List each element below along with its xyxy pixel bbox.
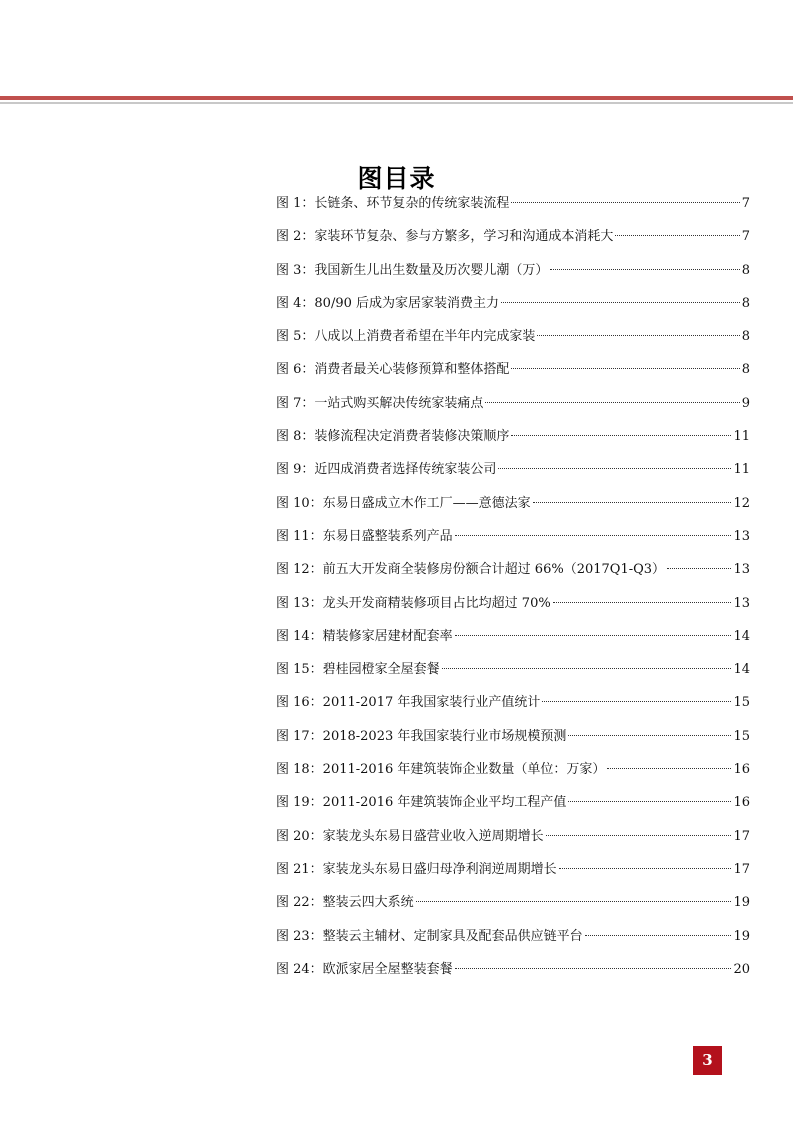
toc-entry-label: 图 10：东易日盛成立木作工厂——意德法家 (276, 495, 531, 511)
toc-entry-page: 19 (733, 928, 750, 944)
toc-entry-label: 图 18：2011-2016 年建筑装饰企业数量（单位：万家） (276, 762, 606, 778)
toc-entry-label: 图 13：龙头开发商精装修项目占比均超过 70% (276, 595, 551, 611)
page-title: 图目录 (357, 163, 436, 193)
toc-entry[interactable] (276, 926, 750, 959)
toc-entry-label: 图 23：整装云主辅材、定制家具及配套品供应链平台 (276, 928, 583, 944)
toc-entry[interactable] (276, 493, 750, 526)
toc-entry-page: 14 (733, 662, 750, 678)
toc-entry-page: 7 (741, 229, 750, 245)
toc-entry-page: 8 (741, 362, 750, 378)
toc-dot-leader (455, 635, 732, 636)
toc-entry[interactable] (276, 326, 750, 359)
toc-entry[interactable] (276, 659, 750, 692)
toc-entry-label: 图 14：精装修家居建材配套率 (276, 628, 453, 644)
toc-dot-leader (455, 535, 732, 536)
toc-dot-leader (511, 202, 739, 203)
toc-dot-leader (550, 269, 739, 270)
toc-dot-leader (533, 502, 732, 503)
toc-entry-label: 图 16：2011-2017 年我国家装行业产值统计 (276, 695, 541, 711)
toc-entry-label: 图 3：我国新生儿出生数量及历次婴儿潮（万） (276, 262, 549, 278)
toc-entry-page: 17 (733, 861, 750, 877)
toc-entry-page: 19 (733, 895, 750, 911)
toc-entry-label: 图 21：家装龙头东易日盛归母净利润逆周期增长 (276, 861, 557, 877)
toc-entry-page: 8 (741, 262, 750, 278)
toc-entry-page: 15 (733, 695, 750, 711)
toc-entry-page: 16 (733, 762, 750, 778)
toc-entry-page: 9 (741, 395, 750, 411)
toc-dot-leader (416, 901, 732, 902)
toc-dot-leader (559, 868, 732, 869)
toc-entry-page: 8 (741, 329, 750, 345)
toc-entry-page: 13 (733, 528, 750, 544)
toc-dot-leader (585, 935, 732, 936)
toc-dot-leader (615, 235, 739, 236)
toc-entry-page: 16 (733, 795, 750, 811)
toc-entry[interactable] (276, 593, 750, 626)
toc-entry-label: 图 24：欧派家居全屋整装套餐 (276, 961, 453, 977)
toc-entry[interactable] (276, 459, 750, 492)
toc-entry[interactable] (276, 792, 750, 825)
toc-dot-leader (546, 835, 732, 836)
toc-entry[interactable] (276, 359, 750, 392)
toc-entry-label: 图 4：80/90 后成为家居家装消费主力 (276, 295, 499, 311)
toc-entry-label: 图 11：东易日盛整装系列产品 (276, 528, 453, 544)
toc-entry-label: 图 17：2018-2023 年我国家装行业市场规模预测 (276, 728, 567, 744)
page-number-badge: 3 (693, 1046, 722, 1075)
toc-entry[interactable] (276, 892, 750, 925)
toc-entry[interactable] (276, 759, 750, 792)
figure-toc-list (276, 193, 750, 992)
toc-entry[interactable] (276, 692, 750, 725)
header-divider-rule (0, 102, 793, 104)
toc-entry-page: 13 (733, 595, 750, 611)
toc-entry-page: 8 (741, 295, 750, 311)
toc-entry-page: 20 (733, 961, 750, 977)
toc-entry-page: 13 (733, 562, 750, 578)
header-accent-rule (0, 96, 793, 100)
toc-entry-label: 图 20：家装龙头东易日盛营业收入逆周期增长 (276, 828, 544, 844)
toc-entry-label: 图 6：消费者最关心装修预算和整体搭配 (276, 362, 510, 378)
toc-dot-leader (568, 801, 731, 802)
toc-entry[interactable] (276, 826, 750, 859)
toc-entry-page: 11 (733, 462, 750, 478)
toc-entry[interactable] (276, 959, 750, 992)
toc-entry-label: 图 8：装修流程决定消费者装修决策顺序 (276, 429, 510, 445)
toc-entry-label: 图 5：八成以上消费者希望在半年内完成家装 (276, 329, 536, 345)
toc-entry-page: 15 (733, 728, 750, 744)
toc-entry[interactable] (276, 226, 750, 259)
toc-dot-leader (485, 402, 739, 403)
toc-entry-label: 图 12：前五大开发商全装修房份额合计超过 66%（2017Q1-Q3） (276, 562, 666, 578)
toc-entry[interactable] (276, 526, 750, 559)
toc-dot-leader (607, 768, 731, 769)
toc-entry-label: 图 15：碧桂园橙家全屋套餐 (276, 662, 440, 678)
toc-entry[interactable] (276, 260, 750, 293)
toc-entry[interactable] (276, 859, 750, 892)
toc-dot-leader (498, 468, 731, 469)
toc-entry-page: 7 (741, 196, 750, 211)
toc-entry-page: 14 (733, 628, 750, 644)
toc-entry-label: 图 22：整装云四大系统 (276, 895, 414, 911)
toc-entry-label: 图 7：一站式购买解决传统家装痛点 (276, 395, 484, 411)
toc-dot-leader (553, 602, 732, 603)
toc-entry-page: 11 (733, 429, 750, 445)
toc-entry[interactable] (276, 426, 750, 459)
toc-dot-leader (442, 668, 732, 669)
toc-entry-label: 图 19：2011-2016 年建筑装饰企业平均工程产值 (276, 795, 567, 811)
toc-entry-page: 12 (733, 495, 750, 511)
toc-entry-label: 图 1：长链条、环节复杂的传统家装流程 (276, 196, 510, 211)
toc-entry[interactable] (276, 726, 750, 759)
toc-dot-leader (501, 302, 740, 303)
toc-dot-leader (568, 735, 731, 736)
toc-entry[interactable] (276, 559, 750, 592)
toc-dot-leader (511, 368, 739, 369)
toc-entry[interactable] (276, 393, 750, 426)
toc-entry-label: 图 9：近四成消费者选择传统家装公司 (276, 462, 497, 478)
toc-dot-leader (667, 568, 731, 569)
toc-dot-leader (542, 701, 731, 702)
toc-entry[interactable] (276, 293, 750, 326)
toc-entry-label: 图 2：家装环节复杂、参与方繁多，学习和沟通成本消耗大 (276, 229, 614, 245)
toc-dot-leader (455, 968, 732, 969)
toc-entry[interactable] (276, 626, 750, 659)
toc-dot-leader (511, 435, 731, 436)
toc-entry[interactable] (276, 193, 750, 226)
toc-entry-page: 17 (733, 828, 750, 844)
toc-dot-leader (537, 335, 739, 336)
